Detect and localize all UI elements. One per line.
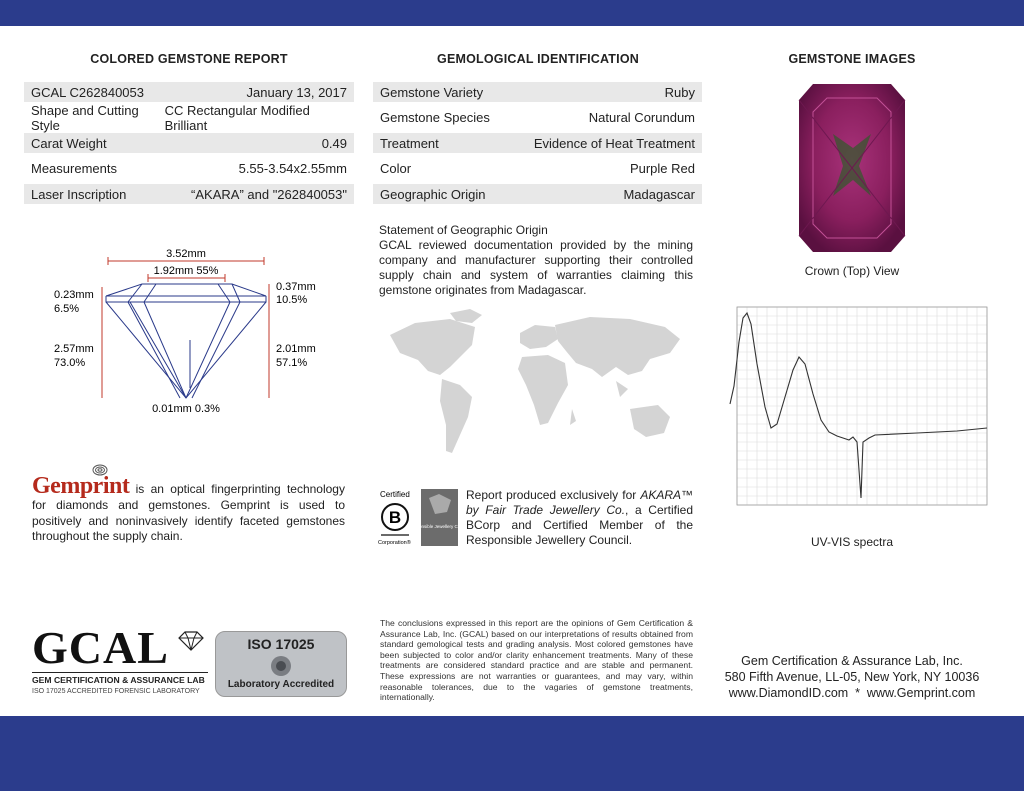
pavilion-outline (106, 302, 266, 398)
report-row-value: January 13, 2017 (246, 84, 347, 100)
top-band (0, 0, 1024, 26)
lab-address (722, 653, 982, 701)
iso-label: Laboratory Accredited (227, 679, 335, 690)
report-row-label: Measurements (31, 161, 117, 176)
pav-right-pct: 57.1% (276, 357, 308, 369)
ident-row-value: Evidence of Heat Treatment (533, 135, 695, 151)
diamond-icon (176, 630, 206, 652)
ident-row-label: Gemstone Species (380, 110, 490, 125)
gemprint-logo: Gemprint (32, 473, 130, 499)
gemprint-fingerprint-icon (92, 464, 108, 476)
origin-heading: Statement of Geographic Origin (379, 223, 548, 237)
report-row-label: Carat Weight (31, 135, 107, 151)
bcorp-certified-label: Certified (380, 490, 410, 499)
gcal-wordmark: GCAL (32, 622, 169, 673)
pav-left-mm: 2.57mm (54, 343, 94, 355)
ident-row-label: Geographic Origin (380, 186, 486, 202)
bottom-band (0, 716, 1024, 791)
disclaimer: The conclusions expressed in this report are the opinions of Gem Certification & Assurance Lab, Inc. (GCAL) based on our interpretations of results obtained from standard gemological tests and grading analysis. Most colored gemstones have been subjected to color and/or clarity enhancement treatments. Many of these treatments are considered standard practice and are stable and permanent. These expressions are not warranties or guarantees, and may vary, within reasonable tolerances, due to the vagaries of gemstone treatments, internationally. (380, 618, 693, 703)
report-row (24, 184, 354, 204)
crown-left-pct: 6.5% (54, 303, 80, 315)
pav-right-mm: 2.01mm (276, 343, 316, 355)
ident-row-label: Gemstone Variety (380, 84, 484, 100)
ident-row-value: Ruby (664, 84, 695, 100)
crown-right-pct: 10.5% (276, 294, 308, 306)
gemprint-text: is an optical fingerprinting technology for diamonds and gemstones. Gemprint is used to positively and noninvasively identify faceted gemstones throughout the supply chain. (32, 482, 345, 543)
akara-line2: , a Certified BCorp and Certified Member of the Responsible Jewellery Council. (466, 503, 693, 547)
world-map (380, 305, 700, 465)
gemprint-block (32, 464, 345, 545)
table-label: 1.92mm 55% (153, 265, 219, 277)
rjc-label: Responsible Jewellery Council (408, 524, 470, 529)
ident-title: GEMOLOGICAL IDENTIFICATION (437, 52, 639, 66)
gcal-accreditation: ISO 17025 ACCREDITED FORENSIC LABORATORY (32, 688, 200, 695)
ident-row (373, 184, 702, 204)
report-row (24, 159, 354, 179)
crown-outline (106, 284, 266, 296)
ident-row-value: Purple Red (629, 161, 695, 176)
facet-line (144, 284, 186, 398)
report-row (24, 133, 354, 153)
report-title: COLORED GEMSTONE REPORT (90, 52, 288, 66)
akara-line1: Report produced exclusively for (466, 488, 637, 502)
origin-statement (379, 223, 693, 298)
facet-line (192, 284, 240, 398)
akara-brand: AKARA™ by Fair Trade Jewellery Co. (466, 488, 693, 517)
crown-caption: Crown (Top) View (804, 264, 900, 278)
ident-row-value: Natural Corundum (588, 110, 695, 125)
bcorp-letter: B (388, 508, 402, 527)
iso-badge (215, 631, 347, 697)
crown-left-mm: 0.23mm (54, 289, 94, 301)
bcorp-corporation-label: Corporation® (378, 540, 411, 546)
report-row-label: Shape and Cutting Style (31, 102, 139, 133)
gcal-subtitle: GEM CERTIFICATION & ASSURANCE LAB (32, 672, 208, 685)
address-line2: 580 Fifth Avenue, LL-05, New York, NY 10036 (724, 670, 980, 684)
report-row (24, 82, 354, 102)
ident-row-label: Treatment (380, 135, 439, 151)
report-row-value: CC Rectangular Modified Brilliant (164, 102, 310, 133)
address-line3: www.DiamondID.com * www.Gemprint.com (728, 686, 976, 700)
images-title: GEMSTONE IMAGES (788, 52, 916, 66)
ident-row (373, 133, 702, 153)
ident-row-value: Madagascar (623, 186, 695, 202)
facet-line (186, 284, 230, 398)
report-row-value: “AKARA” and "262840053" (191, 186, 347, 202)
facet-line (130, 302, 186, 398)
cut-diagram (40, 240, 340, 425)
report-row (24, 102, 354, 133)
gem-crown-image (797, 82, 907, 254)
akara-statement (466, 488, 693, 548)
ident-row-label: Color (380, 161, 412, 176)
width-label: 3.52mm (166, 248, 206, 260)
culet-label: 0.01mm 0.3% (152, 403, 220, 415)
uv-vis-spectrum (717, 302, 989, 520)
bcorp-rjc-logos (377, 488, 470, 548)
pav-left-pct: 73.0% (54, 357, 86, 369)
report-row-value: 0.49 (321, 135, 347, 151)
iso-crest-icon (269, 654, 293, 678)
report-row-label: GCAL C262840053 (31, 84, 144, 100)
gcal-logo (32, 622, 208, 695)
ident-row (373, 108, 702, 128)
ident-row (373, 159, 702, 179)
address-line1: Gem Certification & Assurance Lab, Inc. (741, 654, 963, 668)
report-row-label: Laser Inscription (31, 186, 127, 202)
crown-right-mm: 0.37mm (276, 281, 316, 293)
report-row-value: 5.55-3.54x2.55mm (238, 161, 347, 176)
origin-text: GCAL reviewed documentation provided by the mining company and manufacturer supporting their controlled supply chain and system of warranties claiming this gemstone originates from Madagascar. (379, 238, 693, 297)
spectra-caption: UV-VIS spectra (810, 535, 894, 549)
iso-number: ISO 17025 (247, 636, 315, 652)
ident-row (373, 82, 702, 102)
